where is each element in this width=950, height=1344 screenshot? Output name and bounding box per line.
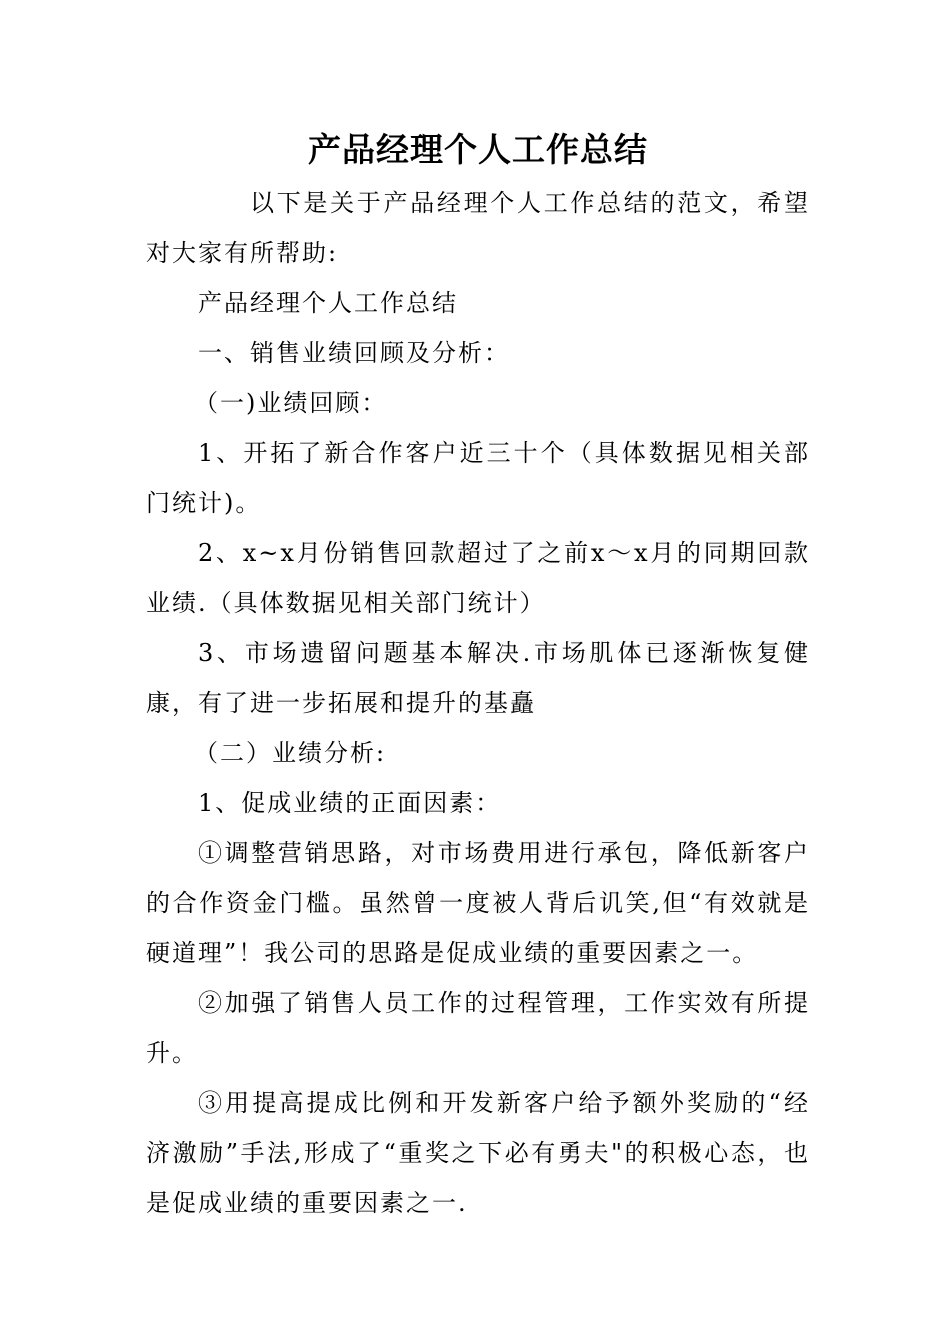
subsection-heading-performance-review: （一)业绩回顾： [194, 389, 388, 417]
subsection-heading-performance-analysis: （二）业绩分析: [194, 739, 387, 767]
paragraph-item-1: 1、开拓了新合作客户近三十个（具体数据见相关部门统计)。 [146, 439, 810, 517]
intro-paragraph: 以下是关于产品经理个人工作总结的范文，希望对大家有所帮助: [146, 189, 810, 267]
paragraph-factor-3: ③用提高提成比例和开发新客户给予额外奖励的“经济激励”手法,形成了“重奖之下必有勇夫"的积极心态，也是促成业绩的重要因素之一. [146, 1089, 810, 1217]
section-heading: 产品经理个人工作总结 [198, 289, 458, 317]
paragraph-item-2: 2、x~x月份销售回款超过了之前x～x月的同期回款业绩.（具体数据见相关部门统计） [146, 539, 810, 617]
section-heading-sales-review: 一、销售业绩回顾及分析： [198, 339, 510, 367]
paragraph-factor-1: ①调整营销思路，对市场费用进行承包，降低新客户的合作资金门槛。虽然曾一度被人背后讥笑,但“有效就是硬道理”！我公司的思路是促成业绩的重要因素之一。 [146, 839, 810, 967]
paragraph-factor-2: ②加强了销售人员工作的过程管理，工作实效有所提升。 [146, 989, 810, 1067]
document-title: 产品经理个人工作总结 [308, 130, 648, 169]
document-body [146, 128, 810, 1228]
paragraph-positive-factors: 1、促成业绩的正面因素： [198, 789, 502, 817]
paragraph-item-3: 3、市场遗留问题基本解决.市场肌体已逐渐恢复健康，有了进一步拓展和提升的基矗 [146, 639, 810, 717]
